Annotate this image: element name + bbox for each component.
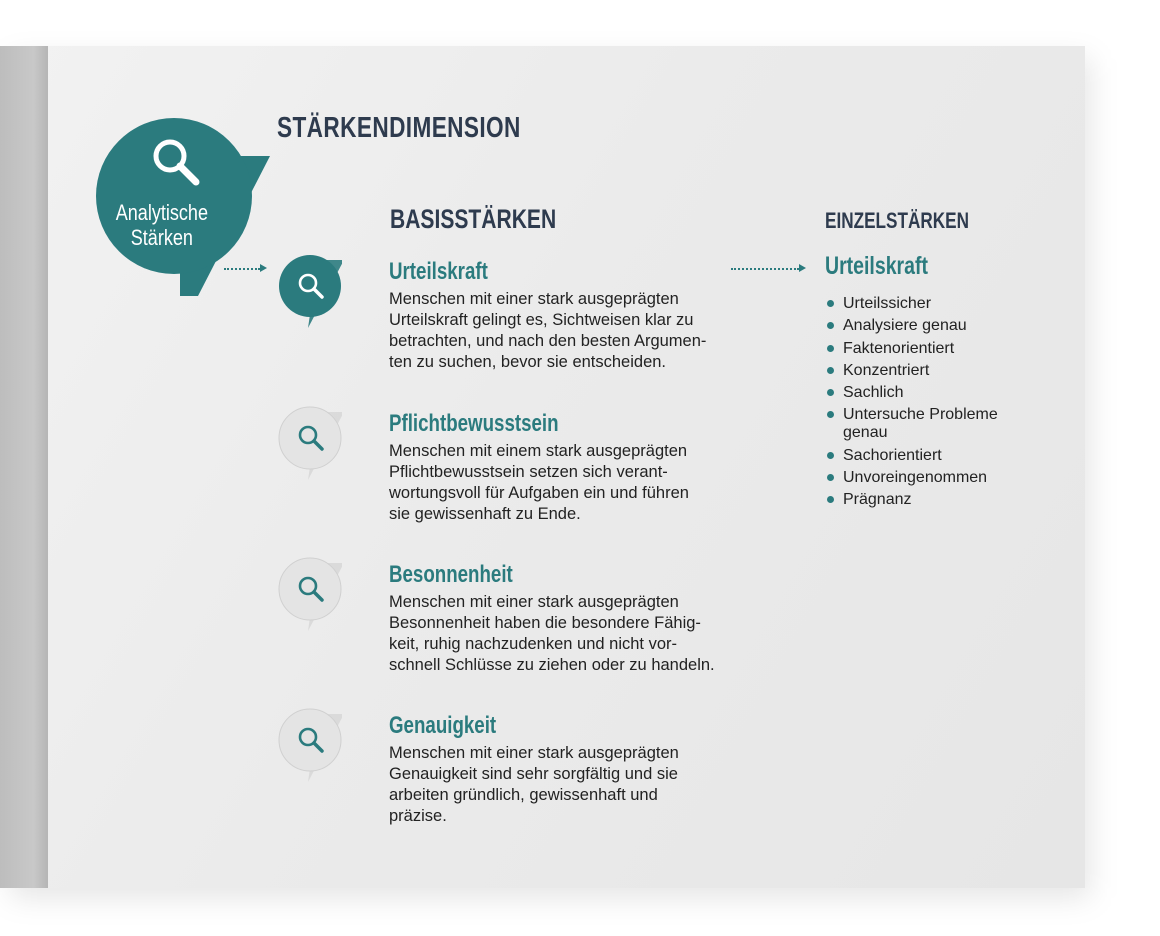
book-spine (0, 46, 48, 888)
brochure-page (0, 46, 1085, 888)
einzel-item: Prägnanz (826, 491, 1046, 509)
main-badge-line1: Analytische (115, 200, 208, 225)
strength-description: Menschen mit einer stark ausgeprägten Besonnenheit haben die besondere Fähig- keit, ruhig nachzudenken und nicht vor- schnell Schlüsse zu ziehen oder zu handeln. (389, 593, 715, 674)
strength-title: Genauigkeit (389, 712, 497, 739)
einzel-item: Sachlich (826, 384, 1046, 402)
strength-title: Besonnenheit (389, 561, 513, 588)
page-title: STÄRKENDIMENSION (277, 112, 521, 144)
einzel-item: Konzentriert (826, 362, 1046, 380)
connector-arrow-left (224, 268, 260, 270)
einzel-item: Urteilssicher (826, 295, 1046, 313)
strength-badge-3 (278, 557, 342, 635)
magnifier-icon (146, 134, 206, 194)
strength-title: Urteilskraft (389, 258, 488, 285)
strength-description: Menschen mit einer stark ausgeprägten Urteilskraft gelingt es, Sichtweisen klar zu betrachten, und nach den besten Argumen- ten zu suchen, bevor sie entscheiden. (389, 290, 707, 371)
main-badge-line2: Stärken (130, 225, 193, 250)
einzel-item: Sachorientiert (826, 447, 1046, 465)
einzel-item: Untersuche Probleme genau (826, 406, 1046, 442)
strength-description: Menschen mit einem stark ausgeprägten Pflichtbewusstsein setzen sich verant- wortungsvoll für Aufgaben ein und führen sie gewissenhaft zu Ende. (389, 442, 689, 523)
einzel-list (826, 295, 1046, 514)
arrow-head-icon (260, 264, 267, 272)
einzel-item: Faktenorientiert (826, 340, 1046, 358)
basis-heading: BASISSTÄRKEN (390, 204, 557, 234)
einzel-item: Unvoreingenommen (826, 469, 1046, 487)
strength-title: Pflichtbewusstsein (389, 410, 559, 437)
connector-arrow-right (731, 268, 799, 270)
strength-badge-2 (278, 406, 342, 484)
einzel-heading: EINZELSTÄRKEN (825, 208, 969, 233)
einzel-title: Urteilskraft (825, 252, 928, 280)
main-badge-label (102, 200, 222, 250)
strength-badge-4 (278, 708, 342, 786)
strength-description: Menschen mit einer stark ausgeprägten Genauigkeit sind sehr sorgfältig und sie arbeiten gründlich, gewissenhaft und präzise. (389, 744, 679, 825)
strength-badge-1 (278, 254, 342, 332)
einzel-item: Analysiere genau (826, 317, 1046, 335)
arrow-head-icon (799, 264, 806, 272)
